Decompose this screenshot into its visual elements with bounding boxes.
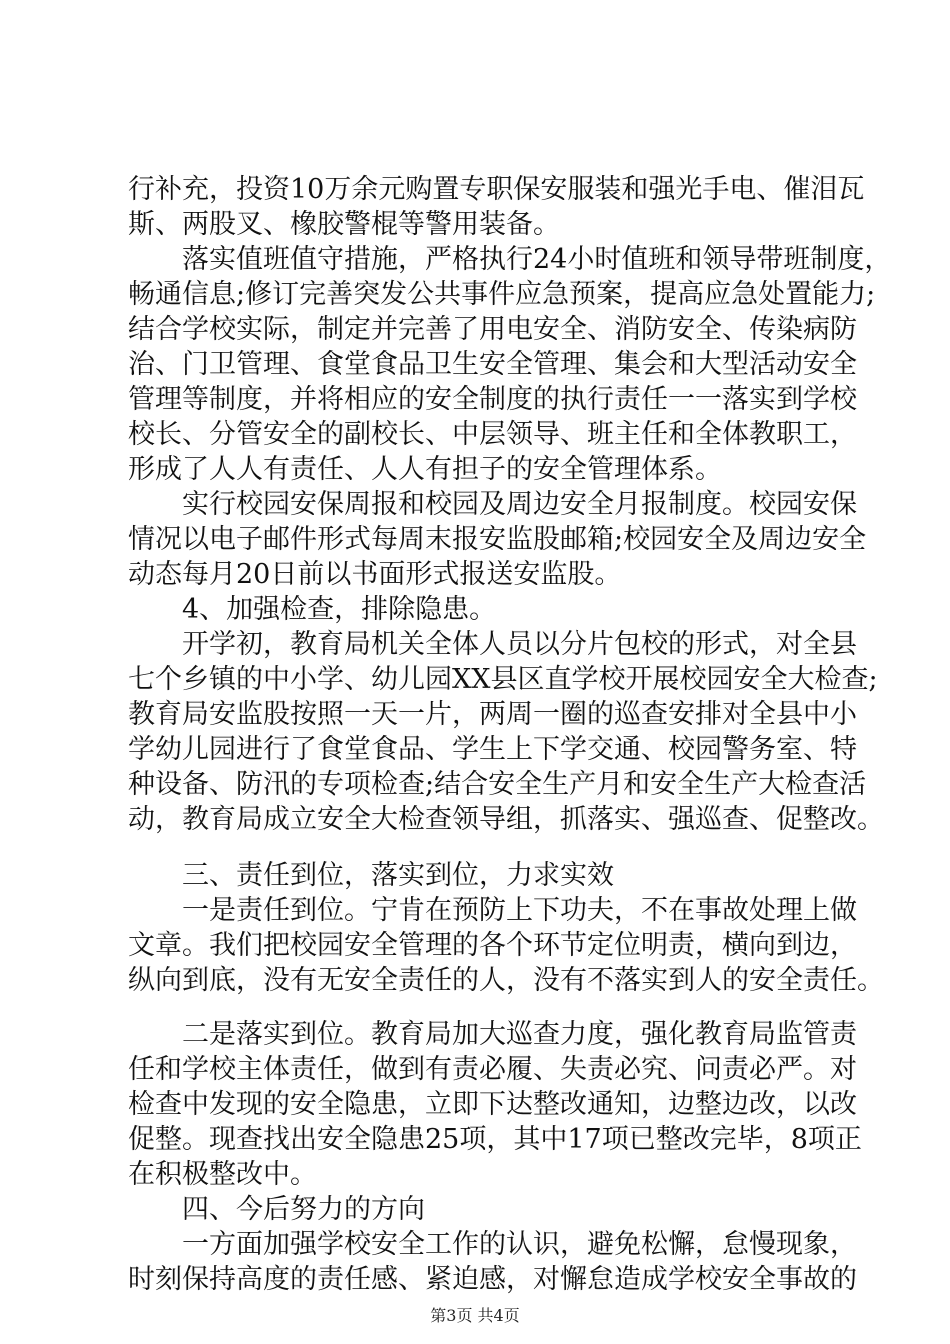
text-line: 一方面加强学校安全工作的认识，避免松懈，怠慢现象， [128,1229,857,1260]
text-line: 落实值班值守措施，严格执行24小时值班和领导带班制度， [128,244,892,275]
text-line: 学幼儿园进行了食堂食品、学生上下学交通、校园警务室、特 [128,734,857,765]
text-line: 行补充，投资10万余元购置专职保安服装和强光手电、催泪瓦 [128,174,865,205]
text-line: 实行校园安保周报和校园及周边安全月报制度。校园安保 [128,489,857,520]
text-line: 斯、两股叉、橡胶警棍等警用装备。 [128,209,560,240]
section-heading: 四、今后努力的方向 [128,1194,425,1225]
text-line: 情况以电子邮件形式每周末报安监股邮箱;校园安全及周边安全 [128,524,867,555]
text-line: 时刻保持高度的责任感、紧迫感，对懈怠造成学校安全事故的 [128,1264,857,1295]
text-line: 开学初，教育局机关全体人员以分片包校的形式，对全县 [128,629,857,660]
text-line: 动态每月20日前以书面形式报送安监股。 [128,559,622,590]
text-line: 结合学校实际，制定并完善了用电安全、消防安全、传染病防 [128,314,857,345]
text-line: 管理等制度，并将相应的安全制度的执行责任一一落实到学校 [128,384,857,415]
text-line: 动，教育局成立安全大检查领导组，抓落实、强巡查、促整改。 [128,804,884,835]
page-number-footer: 第3页 共4页 [430,1306,520,1325]
text-line: 检查中发现的安全隐患，立即下达整改通知，边整边改，以改 [128,1089,857,1120]
text-line: 形成了人人有责任、人人有担子的安全管理体系。 [128,454,722,485]
text-line: 任和学校主体责任，做到有责必履、失责必究、问责必严。对 [128,1054,857,1085]
text-line: 治、门卫管理、食堂食品卫生安全管理、集会和大型活动安全 [128,349,857,380]
text-line: 七个乡镇的中小学、幼儿园XX县区直学校开展校园安全大检查; [128,664,878,695]
text-line: 种设备、防汛的专项检查;结合安全生产月和安全生产大检查活 [128,769,867,800]
text-line: 校长、分管安全的副校长、中层领导、班主任和全体教职工， [128,419,857,450]
section-heading: 三、责任到位，落实到位，力求实效 [128,860,614,891]
text-line: 促整。现查找出安全隐患25项，其中17项已整改完毕，8项正 [128,1124,862,1155]
text-line: 在积极整改中。 [128,1159,317,1190]
text-line: 文章。我们把校园安全管理的各个环节定位明责，横向到边， [128,930,857,961]
text-line: 纵向到底，没有无安全责任的人，没有不落实到人的安全责任。 [128,965,884,996]
section-heading: 4、加强检查，排除隐患。 [128,594,497,625]
text-line: 二是落实到位。教育局加大巡查力度，强化教育局监管责 [128,1019,857,1050]
text-line: 一是责任到位。宁肯在预防上下功夫，不在事故处理上做 [128,895,857,926]
text-line: 教育局安监股按照一天一片，两周一圈的巡查安排对全县中小 [128,699,857,730]
text-line: 畅通信息;修订完善突发公共事件应急预案，提高应急处置能力; [128,279,876,310]
